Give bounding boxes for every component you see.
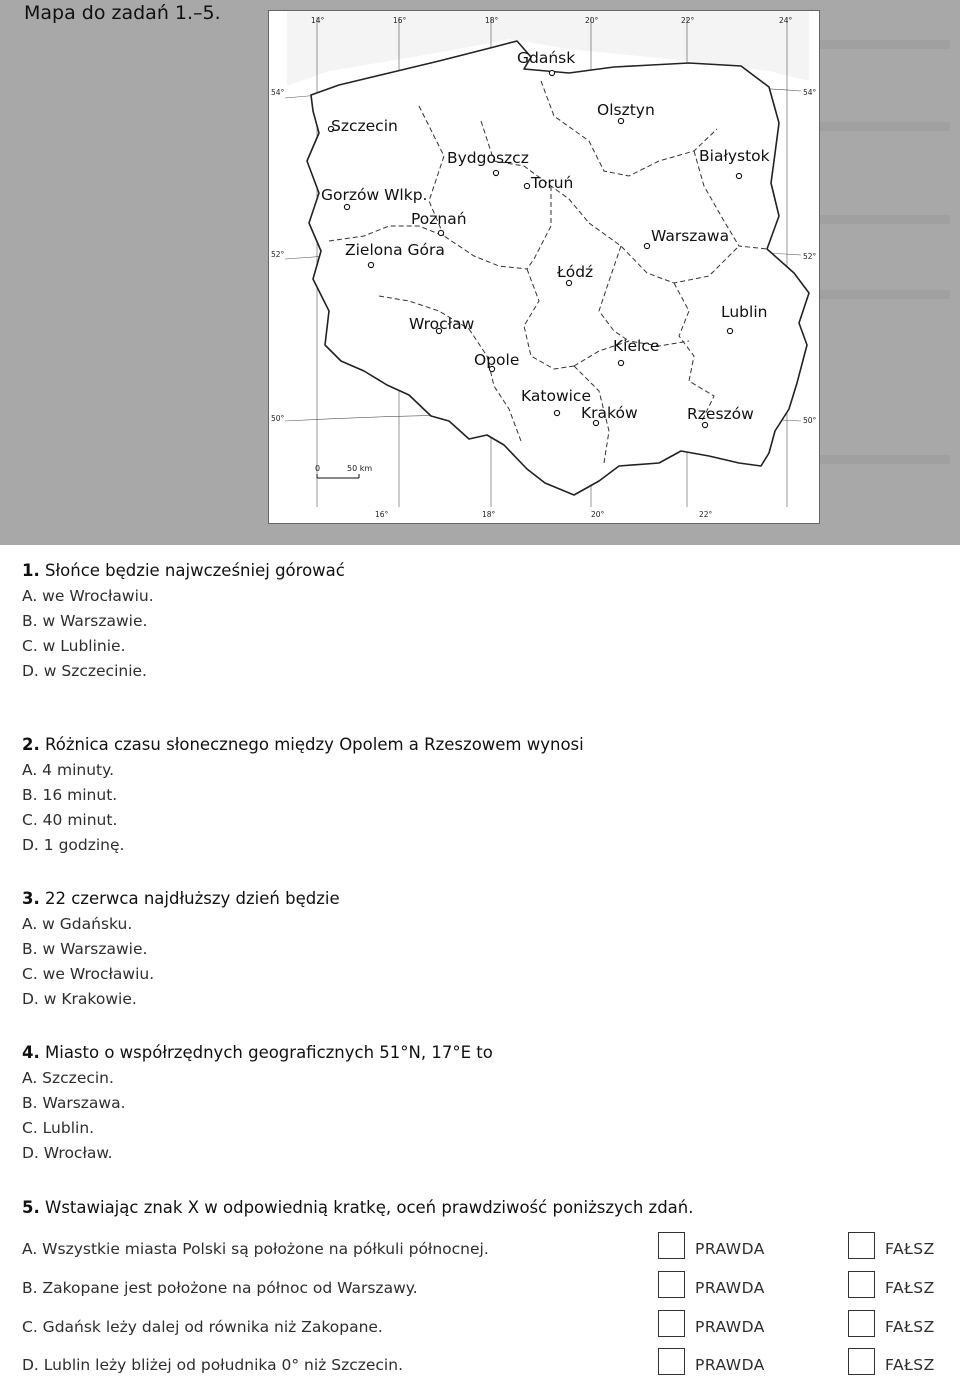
city-dot-bydgoszcz [493,170,498,175]
question-text: Wstawiając znak X w odpowiednią kratkę, oceń prawdziwość poniższych zdań. [45,1198,694,1217]
city-label-szczecin: Szczecin [331,117,398,135]
false-checkbox[interactable] [848,1271,875,1298]
lon-top-label: 22° [681,16,695,25]
true-label: PRAWDA [695,1318,765,1336]
question-number: 2. [22,735,40,754]
true-label: PRAWDA [695,1240,765,1258]
scale-bar [315,464,372,478]
lon-bottom-label: 16° [375,510,389,519]
true-checkbox[interactable] [658,1232,685,1259]
map-of-poland [268,10,820,524]
ghost-text-line [800,215,950,224]
lat-left-label: 52° [271,250,285,259]
city-label-bydgoszcz: Bydgoszcz [447,149,529,167]
lat-left-label: 54° [271,88,285,97]
true-label: PRAWDA [695,1279,765,1297]
city-dot-poznan [438,230,443,235]
true-checkbox[interactable] [658,1271,685,1298]
page-title: Mapa do zadań 1.–5. [24,2,221,24]
city-label-krakow: Kraków [581,404,638,422]
answer-option-c[interactable]: C. w Lublinie. [22,637,126,655]
city-label-poznan: Poznań [411,210,467,228]
answer-option-d[interactable]: D. 1 godzinę. [22,836,125,854]
question-5-title [22,1195,694,1221]
statement-text: D. Lublin leży bliżej od południka 0° niż Szczecin. [22,1356,403,1374]
city-dot-olsztyn [618,118,623,123]
false-label: FAŁSZ [885,1356,935,1374]
lon-top-label: 24° [779,16,793,25]
city-dot-lodz [566,280,571,285]
answer-option-d[interactable]: D. w Krakowie. [22,990,137,1008]
answer-option-b[interactable]: B. 16 minut. [22,786,118,804]
city-label-wroclaw: Wrocław [409,315,475,333]
ghost-text-line [810,290,950,299]
false-checkbox[interactable] [848,1232,875,1259]
city-dot-warszawa [644,243,649,248]
city-label-olsztyn: Olsztyn [597,101,655,119]
city-label-torun: Toruń [531,174,574,192]
statement-text: B. Zakopane jest położone na północ od Warszawy. [22,1279,418,1297]
answer-option-d[interactable]: D. w Szczecinie. [22,662,147,680]
city-dot-zielona-gora [368,262,373,267]
answer-option-d[interactable]: D. Wrocław. [22,1144,113,1162]
city-dot-rzeszow [702,422,707,427]
answer-option-a[interactable]: A. we Wrocławiu. [22,587,154,605]
question-4 [22,1040,493,1166]
city-label-katowice: Katowice [521,387,591,405]
false-checkbox[interactable] [848,1348,875,1375]
city-dot-kielce [618,360,623,365]
city-label-gdansk: Gdańsk [517,49,576,67]
ghost-text-line [820,40,950,49]
scale-zero-label: 0 [315,464,321,473]
city-dot-lublin [727,328,732,333]
city-label-zielona-gora: Zielona Góra [345,241,445,259]
city-dot-gdansk [549,70,554,75]
lat-right-label: 54° [803,88,817,97]
false-label: FAŁSZ [885,1318,935,1336]
city-dot-bialystok [736,173,741,178]
lon-top-label: 16° [393,16,407,25]
lon-bottom-label: 20° [591,510,605,519]
lon-top-label: 20° [585,16,599,25]
answer-option-b[interactable]: B. Warszawa. [22,1094,126,1112]
question-5 [22,1195,694,1221]
city-label-lublin: Lublin [721,303,768,321]
answer-option-c[interactable]: C. we Wrocławiu. [22,965,155,983]
true-checkbox[interactable] [658,1310,685,1337]
city-dot-torun [524,183,529,188]
answer-option-b[interactable]: B. w Warszawie. [22,612,148,630]
lat-right-label: 52° [803,252,817,261]
question-3 [22,886,340,1012]
answer-option-c[interactable]: C. 40 minut. [22,811,118,829]
question-number: 1. [22,561,40,580]
city-label-opole: Opole [474,351,520,369]
question-2-title [22,732,584,758]
statement-text: A. Wszystkie miasta Polski są położone na półkuli północnej. [22,1240,489,1258]
true-false-row [22,1348,952,1386]
question-4-title [22,1040,493,1066]
answer-option-c[interactable]: C. Lublin. [22,1119,95,1137]
false-label: FAŁSZ [885,1240,935,1258]
city-label-bialystok: Białystok [699,147,770,165]
question-1-title [22,558,345,584]
ghost-text-line [810,122,950,131]
false-label: FAŁSZ [885,1279,935,1297]
lon-top-label: 14° [311,16,325,25]
true-label: PRAWDA [695,1356,765,1374]
statement-text: C. Gdańsk leży dalej od równika niż Zakopane. [22,1318,383,1336]
question-number: 4. [22,1043,40,1062]
answer-option-a[interactable]: A. Szczecin. [22,1069,114,1087]
answer-option-a[interactable]: A. w Gdańsku. [22,915,133,933]
question-2 [22,732,584,858]
city-dot-gorzow [344,204,349,209]
map-svg [269,11,821,525]
question-text: Miasto o współrzędnych geograficznych 51°N, 17°E to [45,1043,493,1062]
lon-bottom-label: 22° [699,510,713,519]
answer-option-b[interactable]: B. w Warszawie. [22,940,148,958]
city-label-kielce: Kielce [613,337,660,355]
question-1 [22,558,345,684]
true-false-row [22,1232,952,1270]
question-number: 3. [22,889,40,908]
true-false-row [22,1310,952,1348]
lat-right-label: 50° [803,416,817,425]
lat-left-label: 50° [271,414,285,423]
city-dot-katowice [554,410,559,415]
lon-top-label: 18° [485,16,499,25]
question-3-title [22,886,340,912]
scale-distance-label: 50 km [347,464,373,473]
city-label-gorzow: Gorzów Wlkp. [321,186,428,204]
city-label-lodz: Łódź [557,263,594,281]
city-label-rzeszow: Rzeszów [687,405,754,423]
question-number: 5. [22,1198,40,1217]
question-text: Różnica czasu słonecznego między Opolem a Rzeszowem wynosi [45,735,584,754]
false-checkbox[interactable] [848,1310,875,1337]
true-false-row [22,1271,952,1309]
lon-bottom-label: 18° [482,510,496,519]
question-text: 22 czerwca najdłuższy dzień będzie [45,889,340,908]
city-label-warszawa: Warszawa [651,227,730,245]
answer-option-a[interactable]: A. 4 minuty. [22,761,114,779]
question-text: Słońce będzie najwcześniej górować [45,561,345,580]
true-checkbox[interactable] [658,1348,685,1375]
